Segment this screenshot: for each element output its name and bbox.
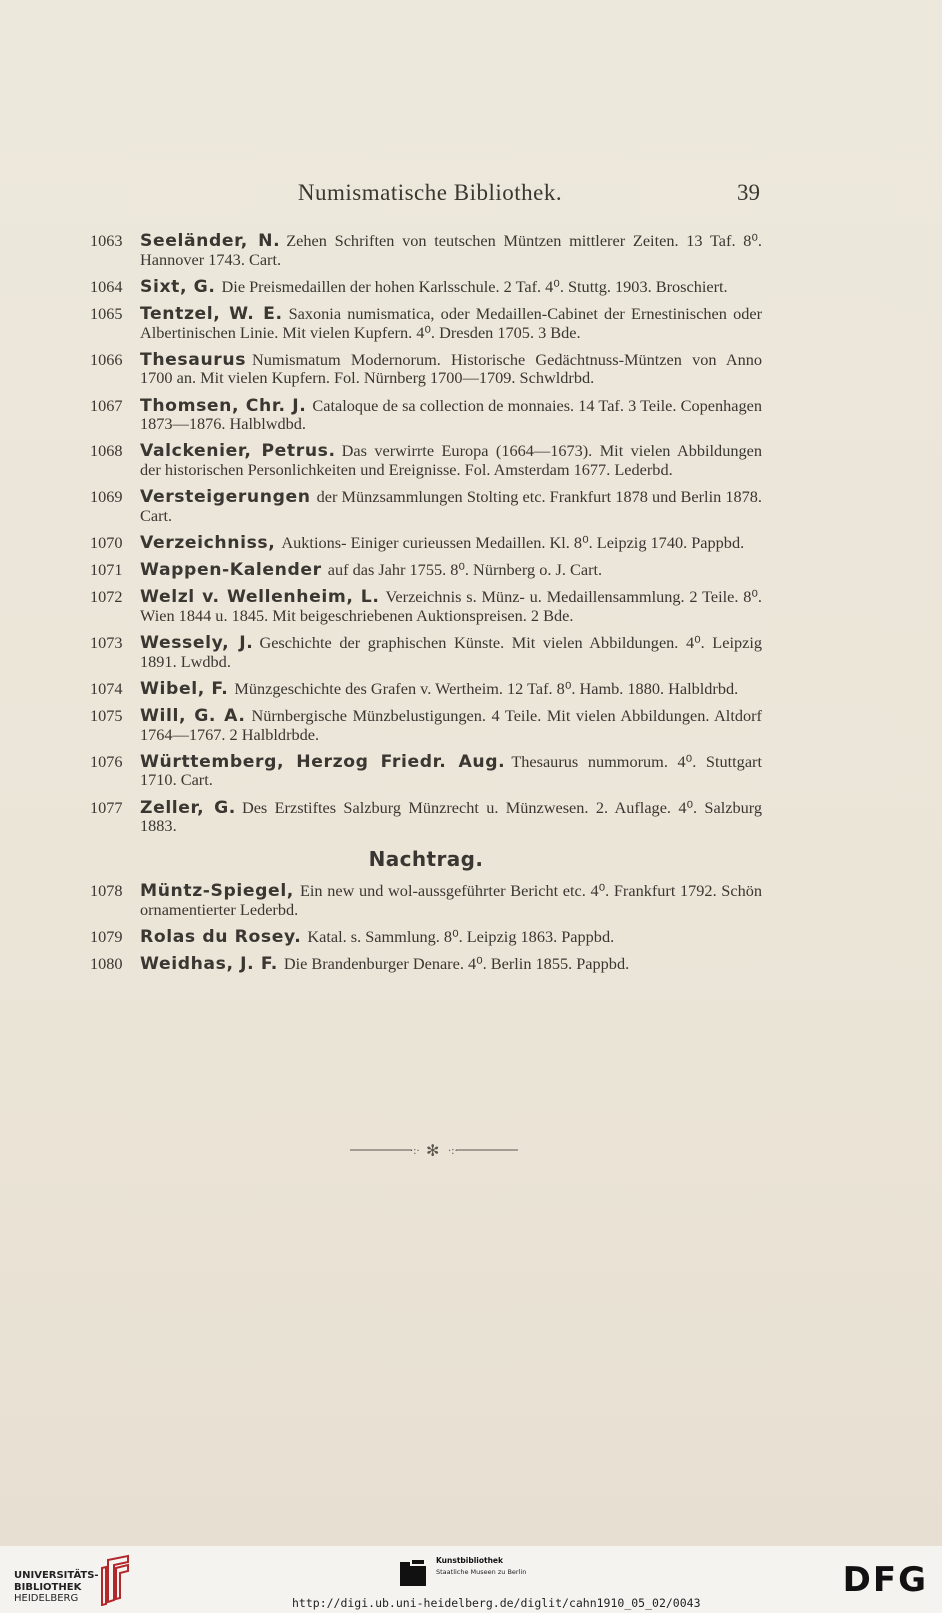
catalog-entry	[90, 882, 762, 919]
entry-author: Müntz-Spiegel,	[140, 881, 294, 902]
kunstbibliothek-icon	[400, 1558, 428, 1586]
entry-description: auf das Jahr 1755. 8⁰. Nürnberg o. J. Cart.	[327, 560, 603, 580]
entry-description: Verzeichnis s. Münz- u. Medaillensammlung. 2 Teile. 8⁰. Wien 1844 u. 1845. Mit beigeschriebenen Auktionspreisen. 2 Bde.	[140, 587, 762, 625]
entry-description: Die Brandenburger Denare. 4⁰. Berlin 1855. Pappbd.	[283, 954, 630, 974]
entry-description: Nürnbergische Münzbelustigungen. 4 Teile. Mit vielen Abbildungen. Altdorf 1764—1767. 2 Halbldrbde.	[140, 706, 762, 744]
page-title: Numismatische Bibliothek.	[297, 180, 563, 205]
entry-author: Versteigerungen	[140, 487, 311, 508]
entry-description: Katal. s. Sammlung. 8⁰. Leipzig 1863. Pappbd.	[307, 927, 615, 947]
entry-number: 1074	[90, 678, 123, 698]
catalog-entry	[90, 799, 762, 836]
entry-description: Die Preismedaillen der hohen Karlsschule. 2 Taf. 4⁰. Stuttg. 1903. Broschiert.	[221, 276, 728, 296]
page-number: 39	[737, 180, 760, 205]
catalog-entry	[90, 397, 762, 434]
kunstbibliothek-logo[interactable]	[400, 1556, 580, 1588]
entry-number: 1072	[90, 587, 123, 607]
library-line-3: HEIDELBERG	[14, 1593, 79, 1604]
entry-number: 1075	[90, 706, 123, 725]
library-line-1: UNIVERSITÄTS-	[14, 1570, 99, 1581]
catalog-entry	[90, 753, 762, 790]
kunstbibliothek-title: Kunstbibliothek	[436, 1556, 504, 1565]
running-head	[96, 180, 764, 210]
entry-number: 1063	[90, 231, 123, 250]
entry-number: 1076	[90, 751, 123, 771]
entry-number: 1071	[90, 560, 123, 580]
catalog-entry	[90, 278, 762, 297]
entry-description: Cataloque de sa collection de monnaies. 14 Taf. 3 Teile. Copenhagen 1873—1876. Halblwdbd.	[140, 395, 762, 434]
entry-description: Münzgeschichte des Grafen v. Wertheim. 12 Taf. 8⁰. Hamb. 1880. Halbldrbd.	[234, 678, 739, 698]
entry-description: Geschichte der graphischen Künste. Mit vielen Abbildungen. 4⁰. Leipzig 1891. Lwdbd.	[140, 633, 762, 671]
entry-author: Zeller, G.	[140, 797, 236, 818]
entry-description: der Münzsammlungen Stolting etc. Frankfurt 1878 und Berlin 1878. Cart.	[140, 487, 762, 525]
entry-description: Thesaurus nummorum. 4⁰. Stuttgart 1710. Cart.	[140, 751, 762, 790]
footer-bar	[0, 1546, 942, 1613]
catalog-entry	[90, 232, 762, 269]
entry-description: Saxonia numismatica, oder Medaillen-Cabinet der Ernestinischen oder Albertinischen Linie. Mit vielen Kupfern. 4⁰. Dresden 1705. 3 Bde.	[140, 303, 762, 342]
svg-text:✻: ✻	[426, 1141, 440, 1160]
catalog-entry	[90, 955, 762, 974]
entry-description: Ein new und wol-aussgeführter Bericht etc. 4⁰. Frankfurt 1792. Schön ornamentierter Lederbd.	[140, 881, 762, 919]
entry-author: Will, G. A.	[140, 706, 246, 726]
entry-number: 1064	[90, 276, 123, 296]
entry-description: Zehen Schriften von teutschen Müntzen mittlerer Zeiten. 13 Taf. 8⁰. Hannover 1743. Cart.	[140, 231, 763, 269]
catalog-entry	[90, 561, 762, 580]
entry-number: 1067	[90, 395, 123, 415]
university-library-logo[interactable]	[14, 1554, 134, 1604]
catalog-entry	[90, 351, 762, 388]
catalog-entry	[90, 588, 762, 625]
entry-number: 1065	[90, 303, 123, 323]
section-title-nachtrag: Nachtrag.	[368, 846, 484, 871]
svg-text:·:·: ·:·	[410, 1146, 420, 1157]
entry-description: Des Erzstiftes Salzburg Münzrecht u. Münzwesen. 2. Auflage. 4⁰. Salzburg 1883.	[140, 797, 762, 836]
entry-author: Wessely, J.	[140, 633, 254, 654]
entry-number: 1078	[90, 881, 123, 901]
entry-author: Valckenier, Petrus.	[140, 441, 336, 462]
catalog-entry	[90, 488, 762, 525]
entry-author: Württemberg, Herzog Friedr. Aug.	[140, 751, 506, 772]
permalink-url[interactable]: http://digi.ub.uni-heidelberg.de/diglit/cahn1910_05_02/0043	[292, 1596, 701, 1610]
entry-number: 1073	[90, 633, 123, 653]
entry-number: 1069	[90, 487, 123, 507]
catalog-entry	[90, 928, 762, 947]
entry-author: Tentzel, W. E.	[140, 303, 283, 324]
entry-number: 1066	[90, 349, 123, 369]
kunstbibliothek-subtitle: Staatliche Museen zu Berlin	[436, 1568, 527, 1576]
entry-author: Wibel, F.	[140, 678, 229, 699]
entry-number: 1068	[90, 441, 123, 461]
catalog-entry	[90, 680, 762, 699]
catalog-entry	[90, 634, 762, 671]
entry-description: Das verwirrte Europa (1664—1673). Mit vielen Abbildungen der historischen Personlichkeiten und Ereignisse. Fol. Amsterdam 1677. Lederbd.	[140, 441, 762, 479]
library-line-2: BIBLIOTHEK	[14, 1581, 82, 1593]
entry-author: Thomsen, Chr. J.	[140, 395, 307, 416]
svg-text:·:·: ·:·	[448, 1146, 458, 1157]
entry-author: Welzl v. Wellenheim, L.	[140, 587, 380, 608]
entry-author: Verzeichniss,	[140, 532, 276, 553]
entry-number: 1070	[90, 532, 123, 552]
ornament-divider-icon	[350, 1140, 518, 1160]
entry-description: Auktions- Einiger curieussen Medaillen. Kl. 8⁰. Leipzig 1740. Pappbd.	[281, 532, 745, 552]
entry-author: Wappen-Kalender	[140, 560, 322, 581]
entry-author: Weidhas, J. F.	[140, 954, 278, 975]
entry-description: Numismatum Modernorum. Historische Gedächtnuss-Müntzen von Anno 1700 an. Mit vielen Kupfern. Fol. Nürnberg 1700—1709. Schwldrbd.	[140, 349, 762, 388]
catalog-entry	[90, 442, 762, 479]
library-name	[14, 1570, 99, 1605]
dfg-logo[interactable]: DFG	[842, 1560, 928, 1600]
entry-number: 1080	[90, 954, 123, 974]
catalog-entry	[90, 707, 762, 744]
entry-author: Seeländer, N.	[140, 231, 281, 251]
catalog-entry	[90, 534, 762, 553]
catalog-entries	[90, 232, 762, 983]
entry-author: Thesaurus	[140, 349, 247, 370]
catalog-entry	[90, 305, 762, 342]
entry-number: 1077	[90, 797, 123, 817]
entry-author: Sixt, G.	[140, 276, 216, 297]
library-mark-icon	[98, 1554, 136, 1606]
entry-author: Rolas du Rosey.	[140, 927, 302, 948]
entry-number: 1079	[90, 927, 123, 947]
